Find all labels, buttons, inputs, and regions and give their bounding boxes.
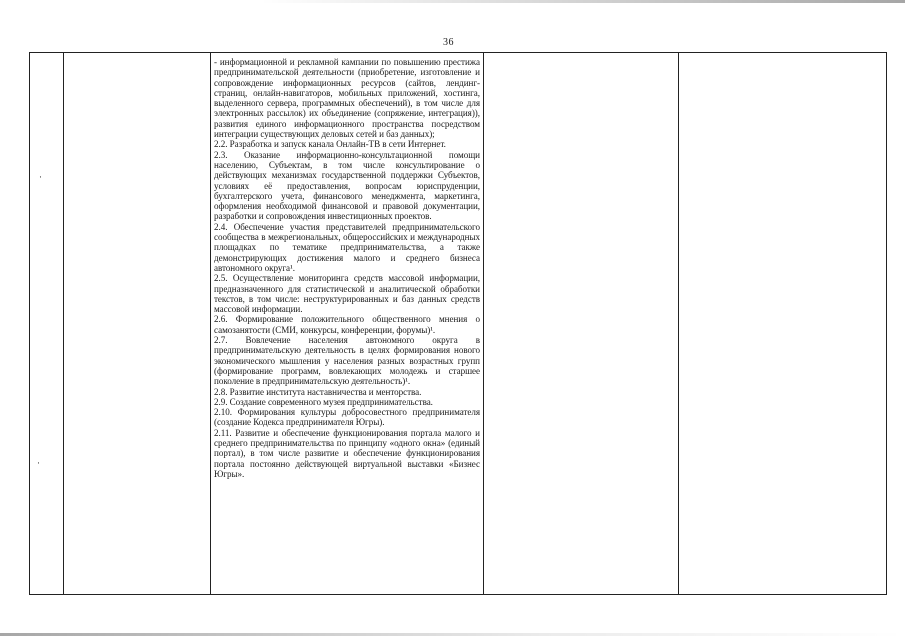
margin-mark: ·	[39, 172, 42, 182]
measure-paragraph: 2.3. Оказание информационно-консультационной помощи населению, Субъектам, в том числе консультирование о действующих механизмах государственной поддержки Субъектов, условиях её предоставления, вопросам юриспруденции, бухгалтерского учета, финансового менеджмента, маркетинга, оформления необходимой финансовой и правовой документации, разработки и сопровождения инвестиционных проектов.	[214, 149, 480, 222]
scan-edge-bottom	[0, 633, 905, 636]
measure-paragraph: 2.4. Обеспечение участия представителей предпринимательского сообщества в межрегиональных, общероссийских и международных площадках по тематике предпринимательства, а также демонстрирующих достижения малого и среднего бизнеса автономного округа¹.	[214, 221, 480, 273]
column-divider-4	[678, 52, 679, 595]
table-bottom-border	[29, 594, 887, 595]
column-divider-2	[210, 52, 211, 595]
column-divider-1	[63, 52, 64, 595]
margin-mark: ·	[37, 458, 40, 468]
table-top-border	[29, 52, 887, 53]
measure-paragraph: 2.10. Формирования культуры добросовестного предпринимателя (создание Кодекса предпринимателя Югры).	[214, 407, 480, 428]
measure-paragraph: 2.8. Развитие института наставничества и менторства.	[214, 386, 422, 397]
page-number: 36	[443, 37, 454, 48]
measure-paragraph: - информационной и рекламной кампании по повышению престижа предпринимательской деятельности (приобретение, изготовление и сопровождение информационных ресурсов (сайтов, лендинг-страниц, онлайн-навигаторов, мобильных приложений, хостинга, выделенного сервера, программных обеспечений), в том числе для электронных рассылок) их объединение (сопряжение, интеграция)), развития единого информационного пространства посредством интеграции существующих деловых сетей и баз данных);	[214, 57, 480, 140]
measure-paragraph: 2.5. Осуществление мониторинга средств массовой информации, предназначенного для статистической и аналитической обработки текстов, в том числе: неструктурированных и баз данных средств массовой информации.	[214, 273, 480, 315]
measure-paragraph: 2.2. Разработка и запуск канала Онлайн-ТВ в сети Интернет.	[214, 139, 446, 150]
measures-cell	[214, 57, 480, 593]
measure-paragraph: 2.7. Вовлечение населения автономного округа в предпринимательскую деятельность в целях формирования нового экономического мышления у населения разных возрастных групп (формирование программ, вовлекающих молодежь и старшее поколение в предпринимательскую деятельность)¹.	[214, 335, 480, 387]
table-left-border	[29, 52, 30, 595]
measure-paragraph: 2.11. Развитие и обеспечение функционирования портала малого и среднего предпринимательства по принципу «одного окна» (единый портал), в том числе развитие и обеспечение функционирования портала постоянно действующей виртуальной выставки «Бизнес Югры».	[214, 427, 480, 479]
measure-paragraph: 2.6. Формирование положительного общественного мнения о самозанятости (СМИ, конкурсы, конференции, форумы)¹.	[214, 314, 480, 335]
column-divider-3	[483, 52, 484, 595]
table-right-border	[886, 52, 887, 595]
scan-edge-top	[260, 0, 905, 3]
measure-paragraph: 2.9. Создание современного музея предпринимательства.	[214, 396, 433, 407]
